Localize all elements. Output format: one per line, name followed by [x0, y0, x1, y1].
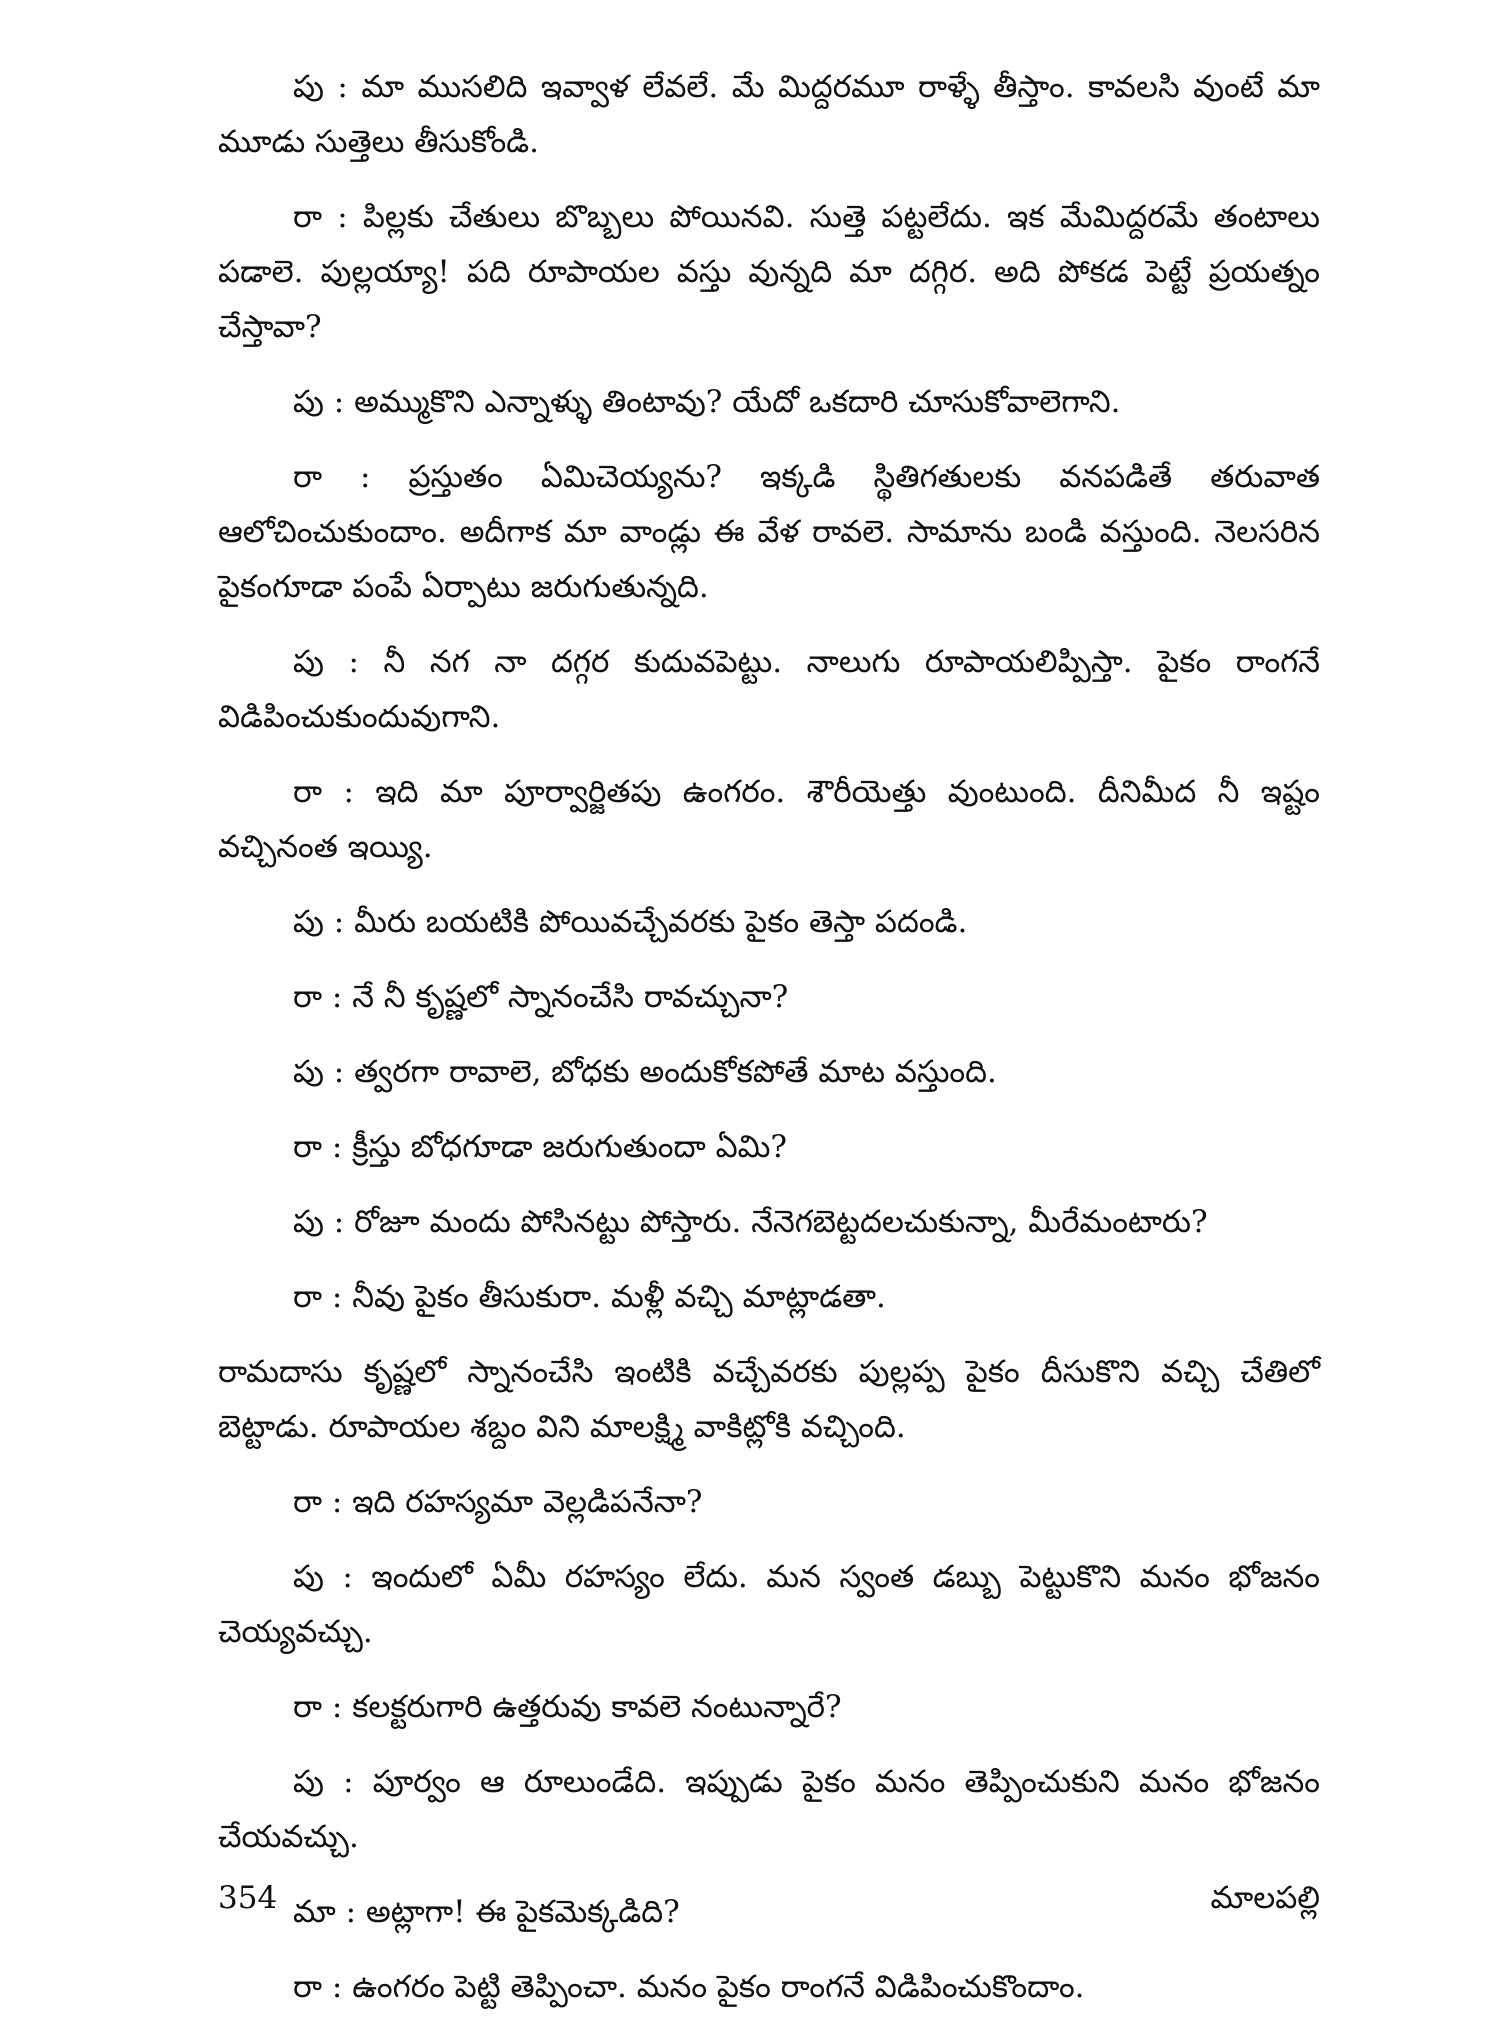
dialogue-paragraph: రా : నీవు పైకం తీసుకురా. మళ్లీ వచ్చి మాట్లాడతా.	[293, 1279, 886, 1315]
book-title: మాలపల్లి	[1210, 1880, 1320, 1916]
dialogue-paragraph: పు : మా ముసలిది ఇవ్వాళ లేవలే. మే మిద్దరమూ రాళ్ళే తీస్తాం. కావలసి వుంటే మా మూడు సుత్తెలు తీసుకోండి.	[218, 69, 1320, 160]
narrative-paragraph: రామదాసు కృష్ణలో స్నానంచేసి ఇంటికి వచ్చేవరకు పుల్లప్ప పైకం దీసుకొని వచ్చి చేతిలో బెట్టాడు. రూపాయల శబ్దం విని మాలక్ష్మి వాకిట్లోకి వచ్చింది.	[218, 1354, 1320, 1445]
dialogue-paragraph: మా : అట్లాగా! ఈ పైకమెక్కడిది?	[293, 1894, 680, 1930]
dialogue-paragraph: రా : ఉంగరం పెట్టి తెప్పించా. మనం పైకం రాంగనే విడిపించుకొందాం.	[293, 1969, 1085, 2005]
dialogue-paragraph: రా : ఇది మా పూర్వార్జితపు ఉంగరం. శౌరీయెత్తు వుంటుంది. దీనిమీద నీ ఇష్టం వచ్చినంత ఇయ్యి.	[218, 774, 1320, 865]
dialogue-paragraph: పు : త్వరగా రావాలె, బోధకు అందుకోకపోతే మాట వస్తుంది.	[293, 1054, 997, 1090]
dialogue-paragraph: రా : నే నీ కృష్ణలో స్నానంచేసి రావచ్చునా?	[293, 979, 789, 1015]
page-body	[218, 60, 1320, 2035]
page-footer	[218, 1880, 1320, 1930]
dialogue-paragraph: పు : పూర్వం ఆ రూలుండేది. ఇప్పుడు పైకం మనం తెప్పించుకుని మనం భోజనం చేయవచ్చు.	[218, 1764, 1320, 1855]
dialogue-paragraph: రా : పిల్లకు చేతులు బొబ్బలు పోయినవి. సుత్తె పట్టలేదు. ఇక మేమిద్దరమే తంటాలు పడాలె. పుల్లయ్యా! పది రూపాయల వస్తు వున్నది మా దగ్గిర. అది పోకడ పెట్టే ప్రయత్నం చేస్తావా?	[218, 199, 1320, 345]
page-number: 354	[218, 1880, 278, 1916]
dialogue-paragraph: రా : ప్రస్తుతం ఏమిచెయ్యను? ఇక్కడి స్థితిగతులకు వనపడితే తరువాత ఆలోచించుకుందాం. అదీగాక మా వాండ్లు ఈ వేళ రావలె. సామాను బండి వస్తుంది. నెలసరిన పైకంగూడా పంపే ఏర్పాటు జరుగుతున్నది.	[218, 459, 1320, 605]
dialogue-paragraph: రా : క్రీస్తు బోధగూడా జరుగుతుందా ఏమి?	[293, 1129, 788, 1165]
dialogue-paragraph: పు : అమ్ముకొని ఎన్నాళ్ళు తింటావు? యేదో ఒకదారి చూసుకోవాలెగాని.	[293, 384, 1121, 420]
dialogue-paragraph: పు : రోజూ మందు పోసినట్టు పోస్తారు. నేనెగబెట్టదలచుకున్నా, మీరేమంటారు?	[293, 1204, 1208, 1240]
dialogue-paragraph: రా : ఇది రహస్యమా వెల్లడిపనేనా?	[293, 1484, 703, 1520]
dialogue-paragraph: పు : నీ నగ నా దగ్గర కుదువపెట్టు. నాలుగు రూపాయలిప్పిస్తా. పైకం రాంగనే విడిపించుకుందువుగాని.	[218, 644, 1320, 735]
dialogue-paragraph: రా : కలక్టరుగారి ఉత్తరువు కావలె నంటున్నారే?	[293, 1689, 842, 1725]
dialogue-paragraph: పు : మీరు బయటికి పోయివచ్చేవరకు పైకం తెస్తా పదండి.	[293, 904, 968, 940]
dialogue-paragraph: పు : ఇందులో ఏమీ రహస్యం లేదు. మన స్వంత డబ్బు పెట్టుకొని మనం భోజనం చెయ్యవచ్చు.	[218, 1559, 1320, 1650]
